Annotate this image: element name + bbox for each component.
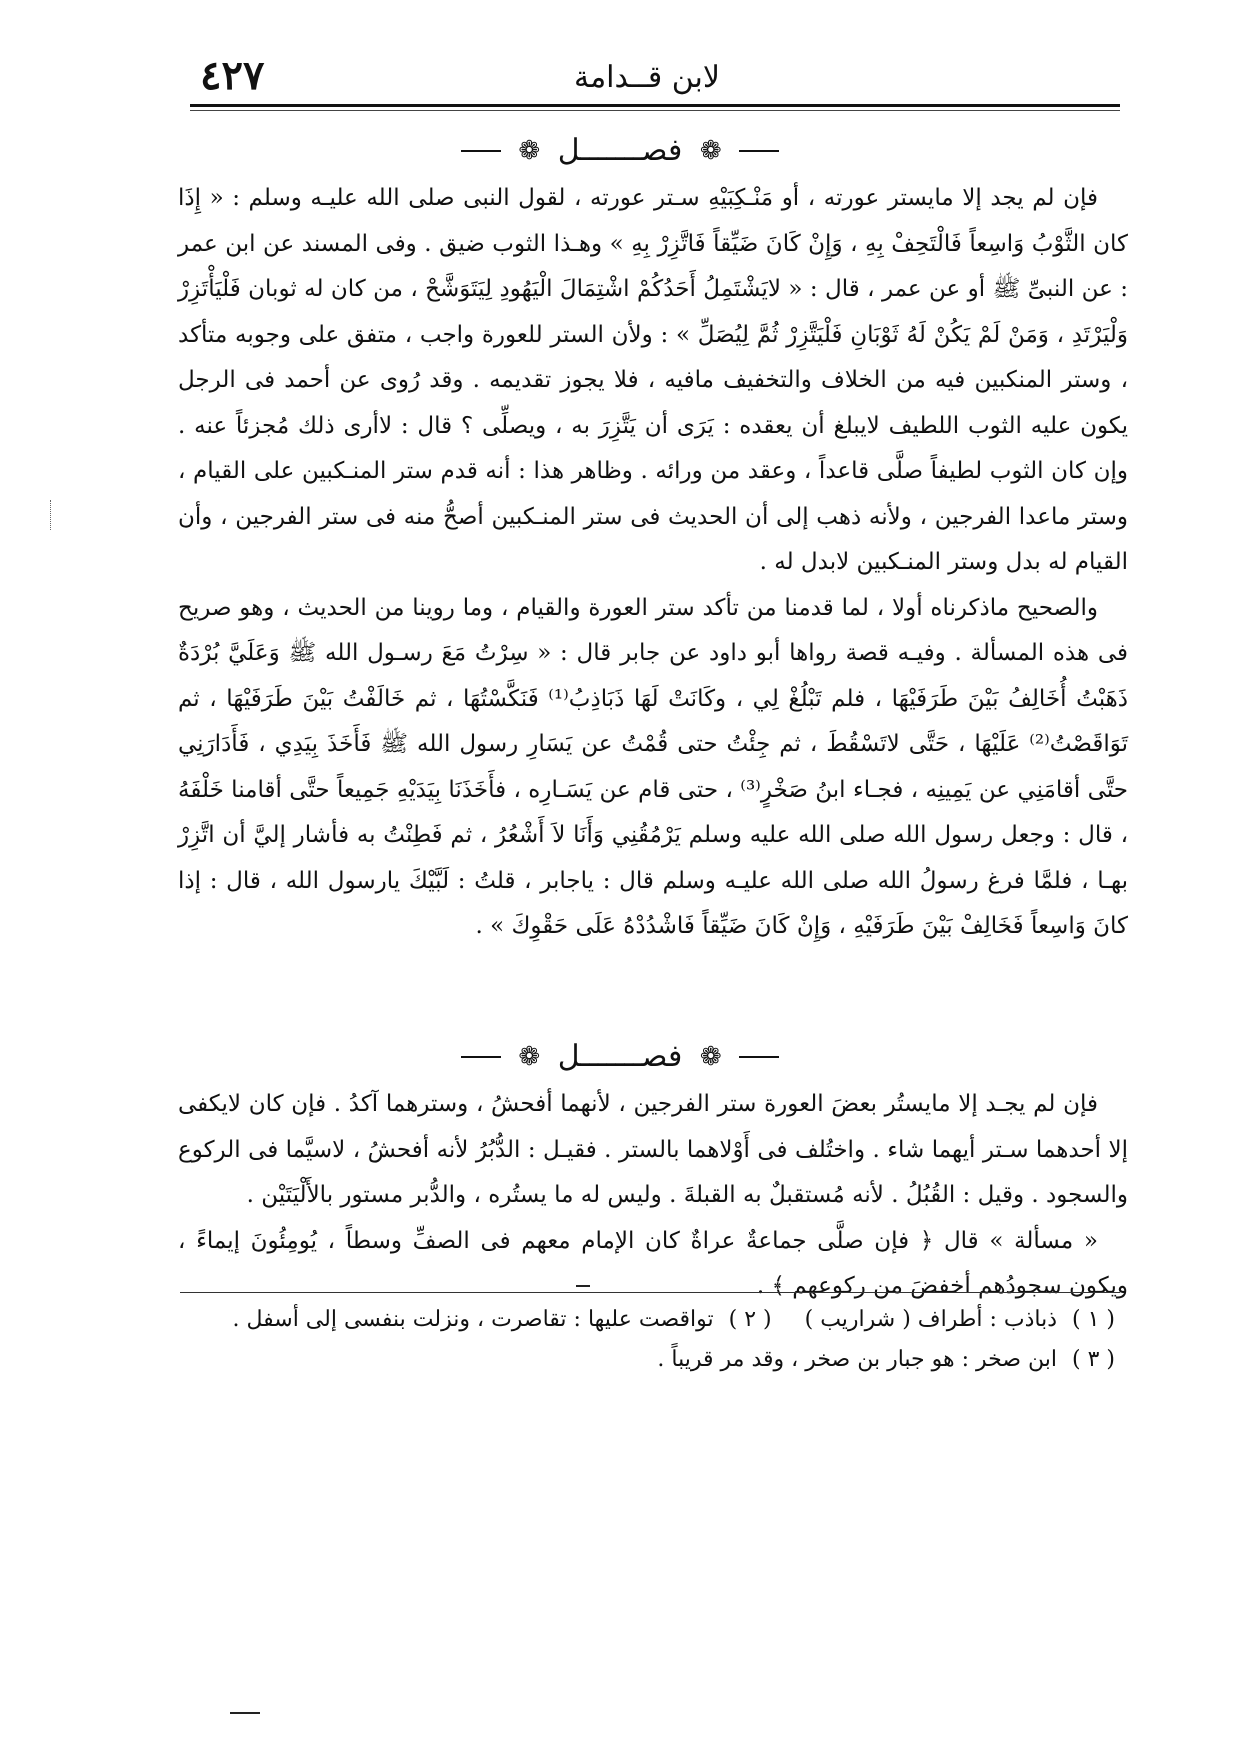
- header-rule-thin: [190, 110, 1120, 111]
- footnote-number: ( ٢ ): [728, 1307, 772, 1332]
- heading-dash-right: [461, 150, 501, 152]
- paragraph: فإن لم يجد إلا مايستر عورته ، أو مَنْـكِبَيْهِ سـتر عورته ، لقول النبى صلى الله عليـه وسلم : « إِذَا كان الثَّوْبُ وَاسِعاً فَالْتَحِفْ بِهِ ، وَإِنْ كَانَ ضَيِّقاً فَاتَّزِرْ بِهِ » وهـذا الثوب ضيق . وفى المسند عن ابن عمر : عن النبىِّ ﷺ أو عن عمر ، قال : « لايَشْتَمِلُ أَحَدُكُمْ اشْتِمَالَ الْيَهُودِ لِيَتَوَشَّحْ ، من كان له ثوبان فَلْيَأْتَزِرْ وَلْيَرْتَدِ ، وَمَنْ لَمْ يَكُنْ لَهُ ثَوْبَانِ فَلْيَتَّزِرْ ثُمَّ لِيُصَلِّ » : ولأن الستر للعورة واجب ، متفق على وجوبه متأكد ، وستر المنكبين فيه من الخلاف والتخفيف مافيه ، فلا يجوز تقديمه . وقد رُوى عن أحمد فى الرجل يكون عليه الثوب اللطيف لايبلغ أن يعقده : يَرَى أن يَتَّزِرَ به ، ويصلِّى ؟ قال : لاأرى ذلك مُجزئاً عنه . وإن كان الثوب لطيفاً صلَّى قاعداً ، وعقد من ورائه . وظاهر هذا : أنه قدم ستر المنـكبين على القيام ، وستر ماعدا الفرجين ، ولأنه ذهب إلى أن الحديث فى ستر المنـكبين أصحُّ منه فى ستر الفرجين ، وأن القيام له بدل وستر المنـكبين لابدل له .: [178, 185, 1128, 575]
- paragraph: « مسألة » قال ﴿ فإن صلَّى جماعةٌ عراةٌ كان الإمام معهم فى الصفِّ وسطاً ، يُومِئُونَ إيماءً ، ويكون سجودُهم أخفضَ من ركوعهم ﴾ .: [178, 1227, 1128, 1299]
- footnote-line-1: [180, 1300, 1115, 1340]
- paragraph: فإن لم يجـد إلا مايستُر بعضَ العورة ستر الفرجين ، لأنهما أفحشُ ، وسترهما آكدُ . فإن كان لايكفى إلا أحدهما سـتر أيهما شاء . واختُلف فى أَوْلاهما بالستر . فقيـل : الدُّبُرُ لأنه أفحشُ ، لاسيَّما فى الركوع والسجود . وقيل : القُبُلُ . لأنه مُستقبلٌ به القبلةَ . وليس له ما يستُره ، والدُّبر مستور بالأَلْيَتَيْن .: [178, 1091, 1128, 1208]
- page-number: ٤٢٧: [200, 52, 265, 99]
- section-title: فصـــــــل: [557, 133, 683, 168]
- heading-dash-left: [739, 150, 779, 152]
- footnote-text: ذباذب : أطراف ( شراريب ): [804, 1307, 1058, 1332]
- running-title: لابن قــدامة: [574, 60, 720, 95]
- section-1-body: [178, 176, 1128, 950]
- footnote-text: تواقصت عليها : تقاصرت ، ونزلت بنفسى إلى أسفل .: [232, 1307, 714, 1332]
- ornament-icon: ❁: [699, 136, 722, 166]
- section-heading-1: [0, 130, 1240, 170]
- footnote-line-2: [180, 1340, 1115, 1380]
- footnote-rule: [180, 1292, 1120, 1293]
- ornament-icon: ❁: [699, 1042, 722, 1072]
- section-title: فصـــــــل: [557, 1039, 683, 1074]
- ornament-icon: ❁: [518, 1042, 541, 1072]
- ornament-icon: ❁: [518, 136, 541, 166]
- heading-dash-left: [739, 1056, 779, 1058]
- section-2-body: [178, 1082, 1128, 1310]
- footnotes: [180, 1300, 1115, 1380]
- bottom-tick: [230, 1712, 260, 1714]
- paragraph: والصحيح ماذكرناه أولا ، لما قدمنا من تأكد ستر العورة والقيام ، وما روينا من الحديث ، وهو صريح فى هذه المسألة . وفيـه قصة رواها أبو داود عن جابر قال : « سِرْتُ مَعَ رسـول الله ﷺ وَعَلَيَّ بُرْدَةٌ ذَهَبْتُ أُخَالِفُ بَيْنَ طَرَفَيْهَا ، فلم تَبْلُغْ لِي ، وكَانَتْ لَهَا ذَبَاذِبُ⁽¹⁾ فَنَكَّسْتُهَا ، ثم خَالَفْتُ بَيْنَ طَرَفَيْهَا ، ثم تَوَاقَصْتُ⁽²⁾ عَلَيْهَا ، حَتَّى لاتَسْقُطَ ، ثم جِئْتُ حتى قُمْتُ عن يَسَارِ رسول الله ﷺ فَأَخَذَ بِيَدِي ، فَأَدَارَنِي حتَّى أقامَنِي عن يَمِينِه ، فجـاء ابنُ صَخْرٍ⁽³⁾ ، حتى قام عن يَسَـارِه ، فأَخَذَنَا بِيَدَيْهِ جَمِيعاً حتَّى أقامنا خَلْفَهُ ، قال : وجعل رسول الله صلى الله عليه وسلم يَرْمُقُنِي وَأَنَا لاَ أَشْعُرُ ، ثم فَطِنْتُ به فأشار إليَّ أن اتَّزِرْ بهـا ، فلمَّا فرغ رسولُ الله صلى الله عليـه وسلم قال : ياجابر ، قلتُ : لَبَّيْكَ يارسول الله ، قال : إذا كانَ وَاسِعاً فَخَالِفْ بَيْنَ طَرَفَيْهِ ، وَإِنْ كَانَ ضَيِّقاً فَاشْدُدْهُ عَلَى حَقْوِكَ » .: [178, 594, 1129, 939]
- heading-dash-right: [461, 1056, 501, 1058]
- footnote-number: ( ١ ): [1072, 1307, 1115, 1332]
- margin-mark: [50, 500, 53, 530]
- header-rule: [190, 104, 1120, 107]
- separator-mark: [576, 1285, 590, 1287]
- footnote-text: ابن صخر : هو جبار بن صخر ، وقد مر قريباً .: [657, 1347, 1058, 1372]
- section-heading-2: [0, 1036, 1240, 1076]
- page-header: [190, 52, 1120, 104]
- footnote-number: ( ٣ ): [1072, 1347, 1115, 1372]
